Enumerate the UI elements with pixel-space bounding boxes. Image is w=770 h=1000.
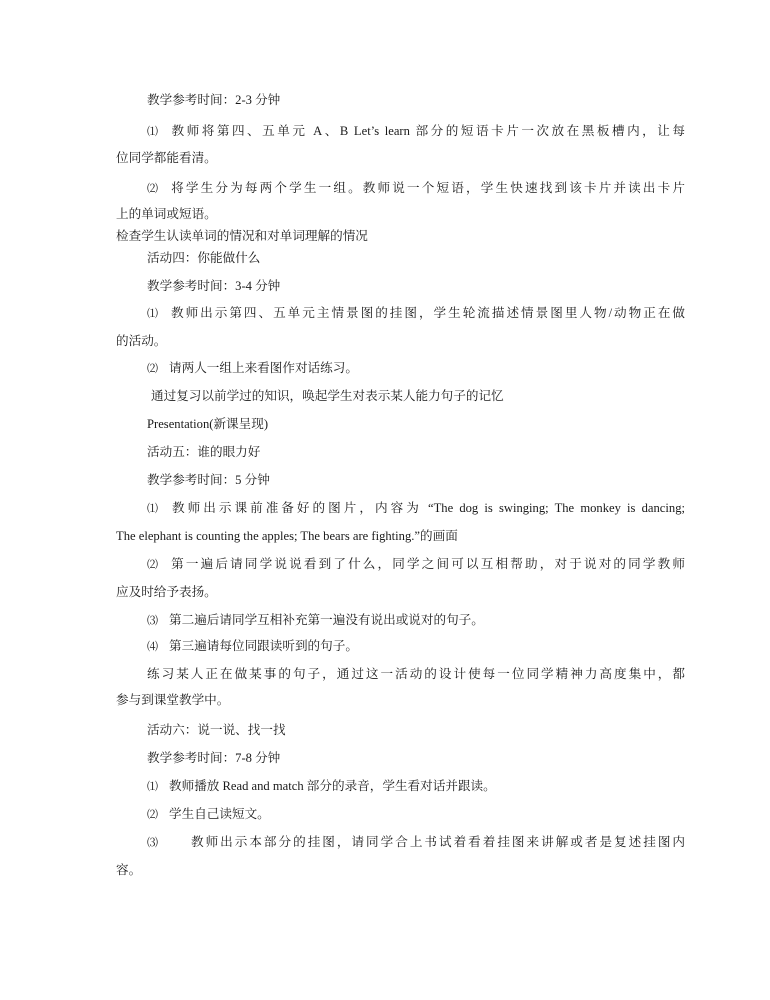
activity5-heading: 活动五：谁的眼力好 bbox=[147, 445, 261, 459]
paragraph-line bbox=[147, 638, 358, 655]
paragraph-line: 容。 bbox=[116, 863, 142, 877]
item-number: ⑵ bbox=[147, 183, 158, 195]
time-line-activity4: 教学参考时间：3-4 分钟 bbox=[147, 279, 281, 293]
item-number: ⑵ bbox=[147, 559, 158, 571]
paragraph-text: 教师出示课前准备好的图片，内容为 “The dog is swinging; The monkey is dancing; bbox=[169, 501, 685, 515]
item-number: ⑴ bbox=[147, 126, 158, 138]
paragraph-line bbox=[147, 500, 685, 517]
paragraph-text: 第二遍后请同学互相补充第一遍没有说出或说对的句子。 bbox=[169, 613, 484, 627]
item-number: ⑴ bbox=[147, 308, 158, 320]
item-number: ⑴ bbox=[147, 781, 158, 793]
paragraph-line bbox=[147, 778, 496, 795]
paragraph-line: The elephant is counting the apples; The bears are fighting.”的画面 bbox=[116, 529, 458, 543]
time-line-activity3: 教学参考时间：2-3 分钟 bbox=[147, 93, 281, 107]
paragraph-line bbox=[147, 360, 358, 377]
paragraph-line bbox=[147, 556, 685, 573]
paragraph-line bbox=[147, 180, 685, 197]
presentation-heading: Presentation(新课呈现) bbox=[147, 417, 269, 431]
paragraph-text: 第一遍后请同学说说看到了什么，同学之间可以互相帮助，对于说对的同学教师 bbox=[169, 557, 685, 571]
item-number: ⑶ bbox=[147, 615, 158, 627]
activity6-heading: 活动六：说一说、找一找 bbox=[147, 723, 286, 737]
item-number: ⑵ bbox=[147, 809, 158, 821]
time-line-activity5: 教学参考时间：5 分钟 bbox=[147, 473, 270, 487]
note-line: 通过复习以前学过的知识，唤起学生对表示某人能力句子的记忆 bbox=[151, 389, 504, 403]
paragraph-line bbox=[147, 834, 685, 851]
paragraph-text: 第三遍请每位同跟读听到的句子。 bbox=[169, 639, 358, 653]
paragraph-line bbox=[147, 806, 270, 823]
paragraph-line bbox=[147, 123, 685, 140]
paragraph-line: 参与到课堂教学中。 bbox=[116, 693, 230, 707]
paragraph-text: 教师出示第四、五单元主情景图的挂图，学生轮流描述情景图里人物/动物正在做 bbox=[169, 306, 685, 320]
item-number: ⑴ bbox=[147, 503, 158, 515]
note-line: 检查学生认读单词的情况和对单词理解的情况 bbox=[116, 229, 368, 243]
item-number: ⑷ bbox=[147, 641, 158, 653]
paragraph-line bbox=[147, 305, 685, 322]
paragraph-line: 上的单词或短语。 bbox=[116, 207, 217, 221]
paragraph-line: 应及时给予表扬。 bbox=[116, 585, 217, 599]
paragraph-text: 学生自己读短文。 bbox=[169, 807, 270, 821]
paragraph-text: 教师出示本部分的挂图，请同学合上书试着看着挂图来讲解或者是复述挂图内 bbox=[189, 835, 685, 849]
item-number: ⑶ bbox=[147, 837, 158, 849]
paragraph-line: 位同学都能看清。 bbox=[116, 151, 217, 165]
activity4-heading: 活动四：你能做什么 bbox=[147, 251, 261, 265]
paragraph-text: 教师播放 Read and match 部分的录音，学生看对话并跟读。 bbox=[169, 779, 496, 793]
paragraph-text: 教师将第四、五单元 A、B Let’s learn 部分的短语卡片一次放在黑板槽内，让每 bbox=[169, 124, 685, 138]
paragraph-line bbox=[147, 612, 484, 629]
paragraph-line: 的活动。 bbox=[116, 334, 167, 348]
paragraph-text: 将学生分为每两个学生一组。教师说一个短语，学生快速找到该卡片并读出卡片 bbox=[169, 181, 685, 195]
paragraph-line: 练习某人正在做某事的句子，通过这一活动的设计使每一位同学精神力高度集中，都 bbox=[147, 667, 685, 681]
time-line-activity6: 教学参考时间：7-8 分钟 bbox=[147, 751, 281, 765]
item-number: ⑵ bbox=[147, 363, 158, 375]
paragraph-text: 请两人一组上来看图作对话练习。 bbox=[169, 361, 358, 375]
